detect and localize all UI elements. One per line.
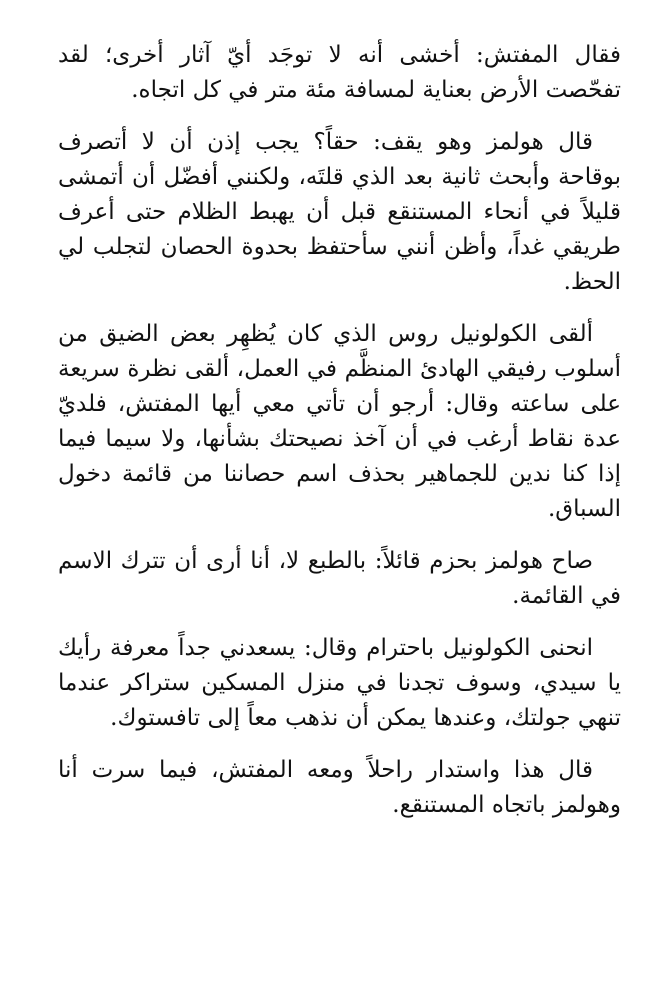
paragraph-colonel-ross: ألقى الكولونيل روس الذي كان يُظهِر بعض الضيق من أسلوب رفيقي الهادئ المنظَّم في العمل، ألقى نظرة سريعة على ساعته وقال: أرجو أن تأتي معي أيها المفتش، فلديّ عدة نقاط أرغب في أن آخذ نصيحتك بشأنها، ولا سيما فيما إذا كنا ندين للجماهير بحذف اسم حصاننا من قائمة دخول السباق.	[58, 321, 621, 522]
paragraph-departure: قال هذا واستدار راحلاً ومعه المفتش، فيما سرت أنا وهولمز باتجاه المستنقع.	[58, 757, 621, 818]
paragraph-colonel-bow: انحنى الكولونيل باحترام وقال: يسعدني جداً معرفة رأيك يا سيدي، وسوف تجدنا في منزل المسكين ستراكر عندما تنهي جولتك، وعندها يمكن أن نذهب معاً إلى تافستوك.	[58, 635, 621, 731]
paragraph-holmes-walk: قال هولمز وهو يقف: حقاً؟ يجب إذن أن لا أتصرف بوقاحة وأبحث ثانية بعد الذي قلتَه، ولكنني أفضّل أن أتمشى قليلاً في أنحاء المستنقع قبل أن يهبط الظلام حتى أعرف طريقي غداً، وأظن أنني سأحتفظ بحدوة الحصان لتجلب لي الحظ.	[58, 129, 621, 295]
paragraph-inspector-reply: فقال المفتش: أخشى أنه لا توجَد أيّ آثار أخرى؛ لقد تفحّصت الأرض بعناية لمسافة مئة متر في كل اتجاه.	[58, 42, 621, 103]
book-page-text	[58, 38, 621, 840]
paragraph-holmes-firm: صاح هولمز بحزم قائلاً: بالطبع لا، أنا أرى أن تترك الاسم في القائمة.	[58, 548, 621, 609]
